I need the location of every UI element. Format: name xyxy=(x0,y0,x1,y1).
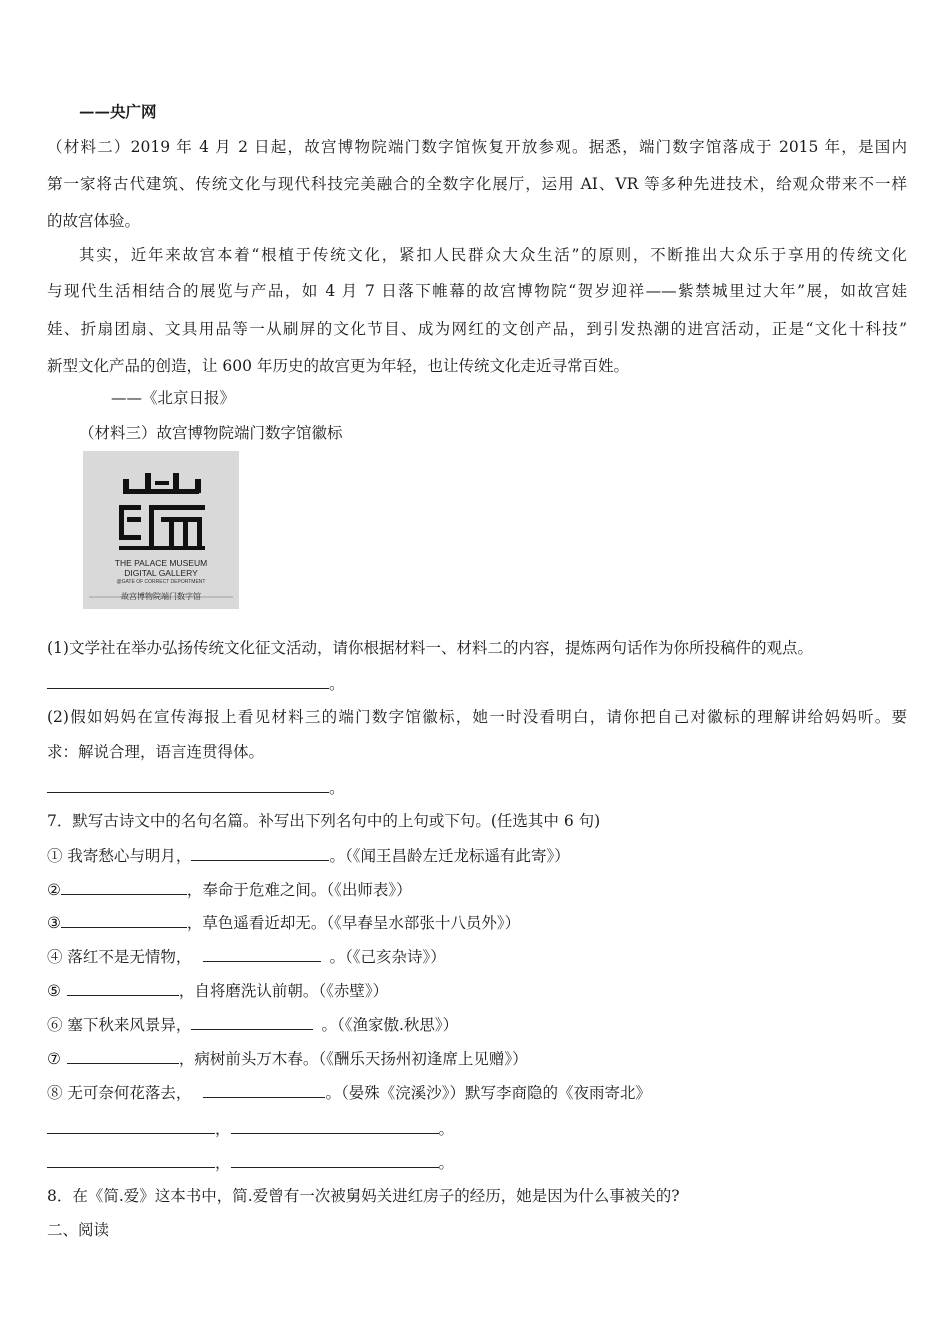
material1-source: ——央广网 xyxy=(79,102,157,121)
q7-blank-4[interactable] xyxy=(203,946,321,962)
q7-item-7: ⑦ ，病树前头万木春。（《酬乐天扬州初逢席上见赠》） xyxy=(47,1050,528,1068)
q7-blank-6[interactable] xyxy=(191,1014,313,1030)
material2-source: ——《北京日报》 xyxy=(111,389,236,407)
q7-item-8: ⑧ 无可奈何花落去， 。（晏殊《浣溪沙》）默写李商隐的《夜雨寄北》 xyxy=(47,1084,651,1102)
q7-blank-1[interactable] xyxy=(191,845,329,861)
q6-sub1: (1)文学社在举办弘扬传统文化征文活动，请你根据材料一、材料二的内容，提炼两句话作为你所投稿件的观点。 xyxy=(47,639,813,657)
material2-para2-line2: 与现代生活相结合的展览与产品，如 4 月 7 日落下帷幕的故宫博物院“贺岁迎祥——紫禁城里过大年”展，如故宫娃 xyxy=(47,282,907,300)
q6-sub2-answer[interactable]: 。 xyxy=(47,777,345,798)
digital-gallery-logo xyxy=(83,451,239,609)
q7-title: 7．默写古诗文中的名句名篇。补写出下列名句中的上句或下句。(任选其中 6 句) xyxy=(47,812,601,830)
q7-blank-8[interactable] xyxy=(203,1082,325,1098)
logo-text-cn: 故宫博物院端门数字馆 xyxy=(121,592,201,601)
q7-item-2: ② ，奉命于危难之间。（《出师表》） xyxy=(47,881,412,899)
q7-item-5: ⑤ ，自将磨洗认前朝。（《赤壁》） xyxy=(47,982,389,1000)
material3-label: （材料三）故宫博物院端门数字馆徽标 xyxy=(79,424,343,442)
q6-sub2-line1: (2)假如妈妈在宣传海报上看见材料三的端门数字馆徽标，她一时没看明白，请你把自己对徽标的理解讲给妈妈听。要 xyxy=(47,708,907,726)
q7-blank-2[interactable] xyxy=(61,879,187,895)
logo-text-1: THE PALACE MUSEUM xyxy=(114,558,208,568)
material2-line3: 的故宫体验。 xyxy=(47,212,141,230)
q7-poem-line-1: ， 。 xyxy=(47,1118,454,1139)
q7-blank-3[interactable] xyxy=(61,912,187,928)
q7-item-1: ① 我寄愁心与明月， 。（《闻王昌龄左迁龙标遥有此寄》） xyxy=(47,847,570,865)
material2-para2-line4: 新型文化产品的创造，让 600 年历史的故宫更为年轻，也让传统文化走近寻常百姓。 xyxy=(47,357,629,375)
logo-text-3: @GATE OF CORRECT DEPORTMENT xyxy=(116,579,206,585)
q7-item-4: ④ 落红不是无情物， 。（《己亥杂诗》） xyxy=(47,948,446,966)
q6-sub2-line2: 求：解说合理，语言连贯得体。 xyxy=(47,743,265,761)
q7-blank-5[interactable] xyxy=(67,980,179,996)
section-2-heading: 二、阅读 xyxy=(47,1221,110,1239)
q6-sub1-answer[interactable]: 。 xyxy=(47,673,345,694)
q7-item-3: ③ ，草色遥看近却无。（《早春呈水部张十八员外》） xyxy=(47,914,521,932)
q7-blank-7[interactable] xyxy=(67,1048,179,1064)
q7-item-6: ⑥ 塞下秋来风景异， 。（《渔家傲.秋思》） xyxy=(47,1016,459,1034)
material2-para2-line1: 其实，近年来故宫本着“根植于传统文化，紧扣人民群众大众生活”的原则，不断推出大众乐于享用的传统文化 xyxy=(79,246,907,264)
material2-para2-line3: 娃、折扇团扇、文具用品等一从刷屏的文化节目、成为网红的文创产品，到引发热潮的进宫活动，正是“文化十科技” xyxy=(47,320,907,338)
q8-question: 8．在《简.爱》这本书中，简.爱曾有一次被舅妈关进红房子的经历，她是因为什么事被关的? xyxy=(47,1187,680,1205)
material2-line2: 第一家将古代建筑、传统文化与现代科技完美融合的全数字化展厅，运用 AI、VR 等多种先进技术，给观众带来不一样 xyxy=(47,175,907,193)
q7-poem-line-2: ， 。 xyxy=(47,1152,454,1173)
material2-line1: （材料二）2019 年 4 月 2 日起，故宫博物院端门数字馆恢复开放参观。据悉，端门数字馆落成于 2015 年，是国内 xyxy=(47,138,907,156)
logo-text-2: DIGITAL GALLERY xyxy=(124,568,198,578)
